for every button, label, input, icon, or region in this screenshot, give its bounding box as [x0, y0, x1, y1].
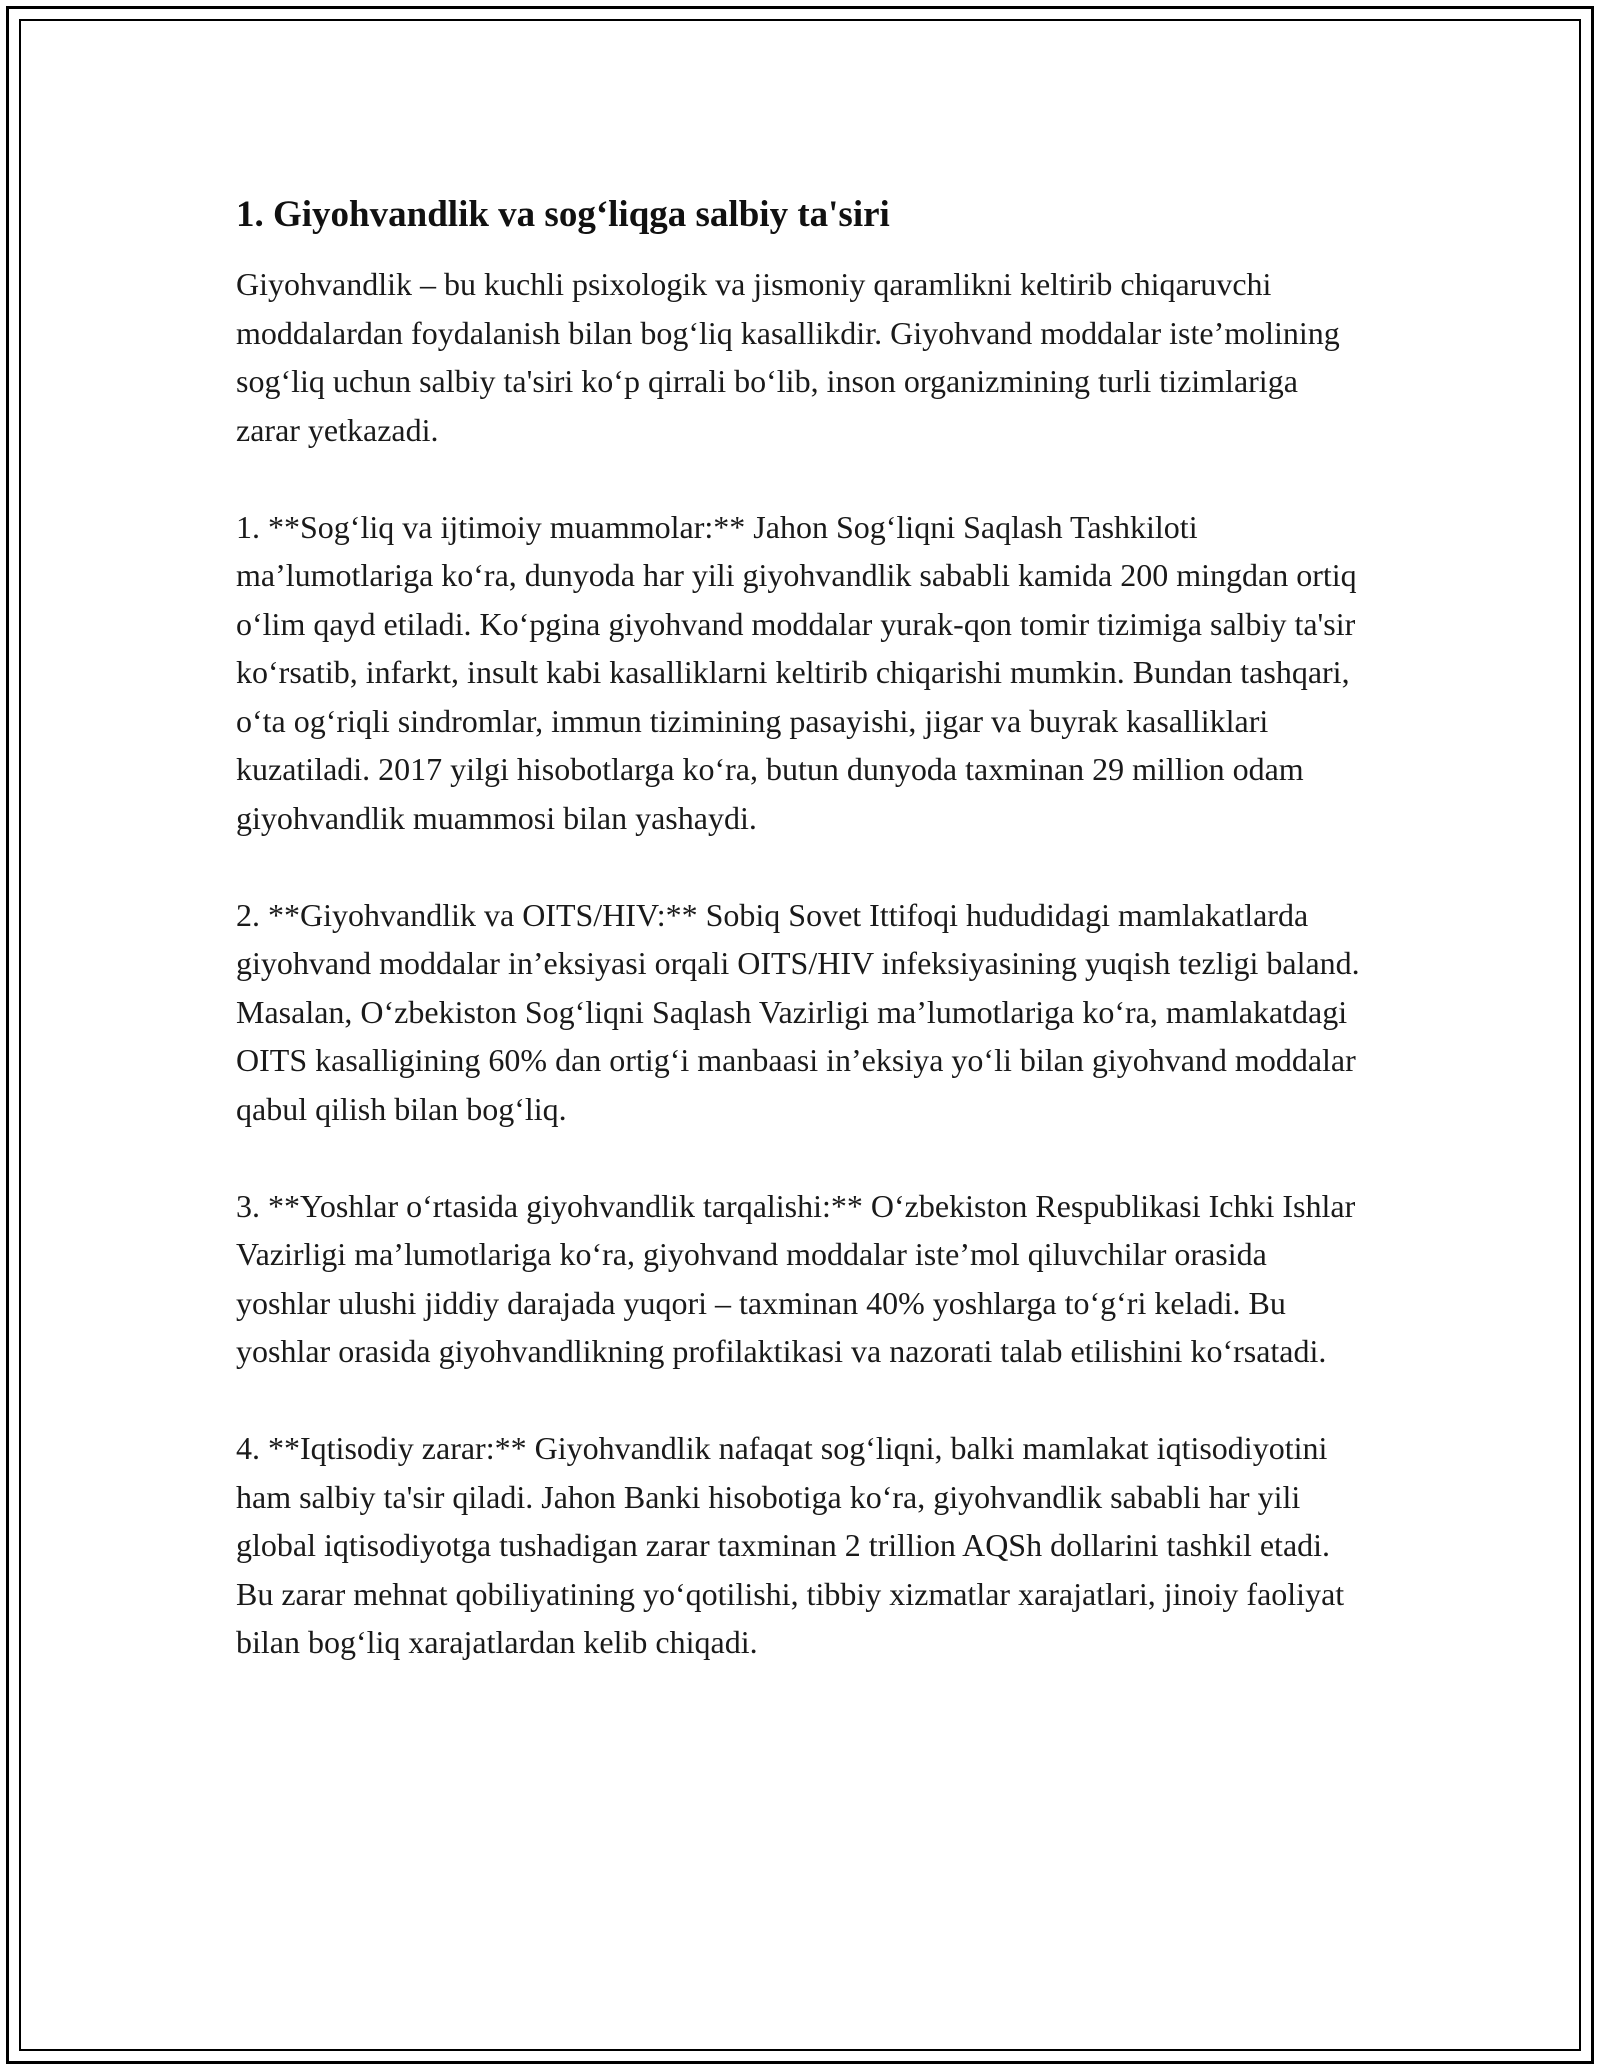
paragraph-hiv: 2. **Giyohvandlik va OITS/HIV:** Sobiq Sovet Ittifoqi hududidagi mamlakatlarda giyohvand moddalar in’eksiyasi orqali OITS/HIV infeksiyasining yuqish tezligi baland. Masalan, O‘zbekiston Sog‘liqni Saqlash Vazirligi ma’lumotlariga ko‘ra, mamlakatdagi OITS kasalligining 60% dan ortig‘i manbaasi in’eksiya yo‘li bilan giyohvand moddalar qabul qilish bilan bog‘liq. — [236, 896, 1360, 1127]
intro-paragraph: Giyohvandlik – bu kuchli psixologik va jismoniy qaramlikni keltirib chiqaruvchi moddalardan foydalanish bilan bog‘liq kasallikdir. Giyohvand moddalar iste’molining sog‘liq uchun salbiy ta'siri ko‘p qirrali bo‘lib, inson organizmining turli tizimlariga zarar yetkazadi. — [236, 266, 1340, 448]
paragraph-health-social: 1. **Sog‘liq va ijtimoiy muammolar:** Jahon Sog‘liqni Saqlash Tashkiloti ma’lumotlariga ko‘ra, dunyoda har yili giyohvandlik sababli kamida 200 mingdan ortiq o‘lim qayd etiladi. Ko‘pgina giyohvand moddalar yurak-qon tomir tizimiga salbiy ta'sir ko‘rsatib, infarkt, insult kabi kasalliklarni keltirib chiqarishi mumkin. Bundan tashqari, o‘ta og‘riqli sindromlar, immun tizimining pasayishi, jigar va buyrak kasalliklari kuzatiladi. 2017 yilgi hisobotlarga ko‘ra, butun dunyoda taxminan 29 million odam giyohvandlik muammosi bilan yashaydi. — [236, 508, 1357, 836]
document-body — [236, 188, 1366, 1667]
paragraph-economic: 4. **Iqtisodiy zarar:** Giyohvandlik nafaqat sog‘liqni, balki mamlakat iqtisodiyotini ham salbiy ta'sir qiladi. Jahon Banki hisobotiga ko‘ra, giyohvandlik sababli har yili global iqtisodiyotga tushadigan zarar taxminan 2 trillion AQSh dollarini tashkil etadi. Bu zarar mehnat qobiliyatining yo‘qotilishi, tibbiy xizmatlar xarajatlari, jinoiy faoliyat bilan bog‘liq xarajatlardan kelib chiqadi. — [236, 1430, 1345, 1660]
section-heading: 1. Giyohvandlik va sog‘liqga salbiy ta'siri — [236, 194, 890, 235]
paragraph-youth: 3. **Yoshlar o‘rtasida giyohvandlik tarqalishi:** O‘zbekiston Respublikasi Ichki Ishlar Vazirligi ma’lumotlariga ko‘ra, giyohvand moddalar iste’mol qiluvchilar orasida yoshlar ulushi jiddiy darajada yuqori – taxminan 40% yoshlarga to‘g‘ri keladi. Bu yoshlar orasida giyohvandlikning profilaktikasi va nazorati talab etilishini ko‘rsatadi. — [236, 1187, 1356, 1369]
